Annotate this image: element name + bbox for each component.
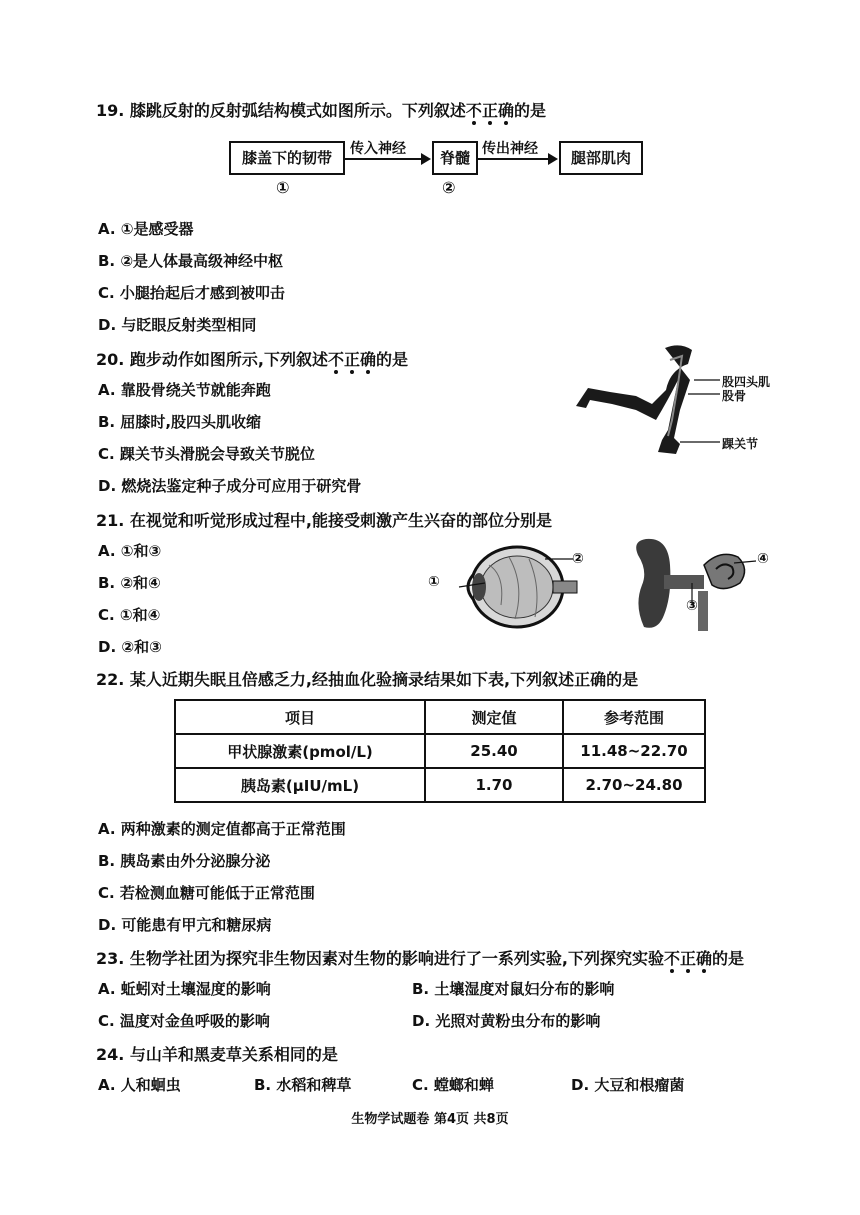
table-cell: 11.48~22.70 <box>563 734 705 768</box>
q22-option-a: A. 两种激素的测定值都高于正常范围 <box>98 820 346 838</box>
diagram-arrow1 <box>343 158 423 160</box>
q23-option-b: B. 土壤湿度对鼠妇分布的影响 <box>412 980 615 998</box>
table-cell: 1.70 <box>425 768 563 802</box>
table-header: 项目 <box>175 700 425 734</box>
table-cell: 2.70~24.80 <box>563 768 705 802</box>
arrowhead-icon <box>548 153 558 165</box>
eye-mark-1: ① <box>428 574 440 590</box>
q19-emphasis: 不正确 <box>465 101 514 120</box>
diagram-mark-2: ② <box>442 178 456 197</box>
q22-stem: 22. 某人近期失眠且倍感乏力,经抽血化验摘录结果如下表,下列叙述正确的是 <box>96 670 639 689</box>
q20-option-c: C. 踝关节头滑脱会导致关节脱位 <box>98 445 315 463</box>
table-row <box>175 734 705 768</box>
label-ankle-joint: 踝关节 <box>722 437 759 451</box>
q20-option-d: D. 燃烧法鉴定种子成分可应用于研究骨 <box>98 477 362 495</box>
q23-option-d: D. 光照对黄粉虫分布的影响 <box>412 1012 601 1030</box>
q21-option-b: B. ②和④ <box>98 574 161 592</box>
diagram-mark-1: ① <box>276 178 290 197</box>
diagram-arrow2 <box>476 158 550 160</box>
diagram-box-spinal-cord: 脊髓 <box>432 141 478 175</box>
q24-option-a: A. 人和蛔虫 <box>98 1076 181 1094</box>
ear-mark-3: ③ <box>686 598 698 614</box>
table-header: 测定值 <box>425 700 563 734</box>
eye-mark-2: ② <box>572 551 584 567</box>
q20-stem: 20. 跑步动作如图所示,下列叙述不正确的是 <box>96 350 409 369</box>
q22-option-d: D. 可能患有甲亢和糖尿病 <box>98 916 272 934</box>
q24-option-d: D. 大豆和根瘤菌 <box>571 1076 685 1094</box>
q19-stem: 19. 膝跳反射的反射弧结构模式如图所示。下列叙述不正确的是 <box>96 101 546 120</box>
table-cell: 胰岛素(μIU/mL) <box>175 768 425 802</box>
q19-option-d: D. 与眨眼反射类型相同 <box>98 316 257 334</box>
q21-option-a: A. ①和③ <box>98 542 162 560</box>
ear-diagram <box>628 535 758 635</box>
diagram-arrow1-label: 传入神经 <box>350 141 406 157</box>
table-header-row <box>175 700 705 734</box>
arrowhead-icon <box>421 153 431 165</box>
table-cell: 25.40 <box>425 734 563 768</box>
q24-option-b: B. 水稻和稗草 <box>254 1076 352 1094</box>
q20-option-b: B. 屈膝时,股四头肌收缩 <box>98 413 262 431</box>
q20-emphasis: 不正确 <box>328 350 377 369</box>
q22-option-b: B. 胰岛素由外分泌腺分泌 <box>98 852 271 870</box>
label-femur: 股骨 <box>722 389 747 403</box>
q23-option-c: C. 温度对金鱼呼吸的影响 <box>98 1012 270 1030</box>
diagram-arrow2-label: 传出神经 <box>482 141 538 157</box>
q21-option-d: D. ②和③ <box>98 638 162 656</box>
q23-stem: 23. 生物学社团为探究非生物因素对生物的影响进行了一系列实验,下列探究实验不正确的是 <box>96 949 745 968</box>
ear-mark-4: ④ <box>757 551 769 567</box>
q24-stem: 24. 与山羊和黑麦草关系相同的是 <box>96 1045 338 1064</box>
diagram-box-leg-muscle: 腿部肌肉 <box>559 141 643 175</box>
blood-test-table <box>174 699 706 803</box>
table-header: 参考范围 <box>563 700 705 734</box>
q19-option-b: B. ②是人体最高级神经中枢 <box>98 252 284 270</box>
q19-option-a: A. ①是感受器 <box>98 220 194 238</box>
q23-emphasis: 不正确 <box>664 949 713 968</box>
q24-option-c: C. 螳螂和蝉 <box>412 1076 494 1094</box>
q23-option-a: A. 蚯蚓对土壤湿度的影响 <box>98 980 271 998</box>
q21-stem: 21. 在视觉和听觉形成过程中,能接受刺激产生兴奋的部位分别是 <box>96 511 552 530</box>
table-cell: 甲状腺激素(pmol/L) <box>175 734 425 768</box>
page-footer: 生物学试题卷 第4页 共8页 <box>351 1112 509 1127</box>
label-quadriceps: 股四头肌 <box>722 375 771 389</box>
q21-option-c: C. ①和④ <box>98 606 161 624</box>
q20-option-a: A. 靠股骨绕关节就能奔跑 <box>98 381 271 399</box>
q19-option-c: C. 小腿抬起后才感到被叩击 <box>98 284 285 302</box>
table-row <box>175 768 705 802</box>
diagram-box-ligament: 膝盖下的韧带 <box>229 141 345 175</box>
eye-diagram <box>445 535 580 635</box>
q22-option-c: C. 若检测血糖可能低于正常范围 <box>98 884 315 902</box>
